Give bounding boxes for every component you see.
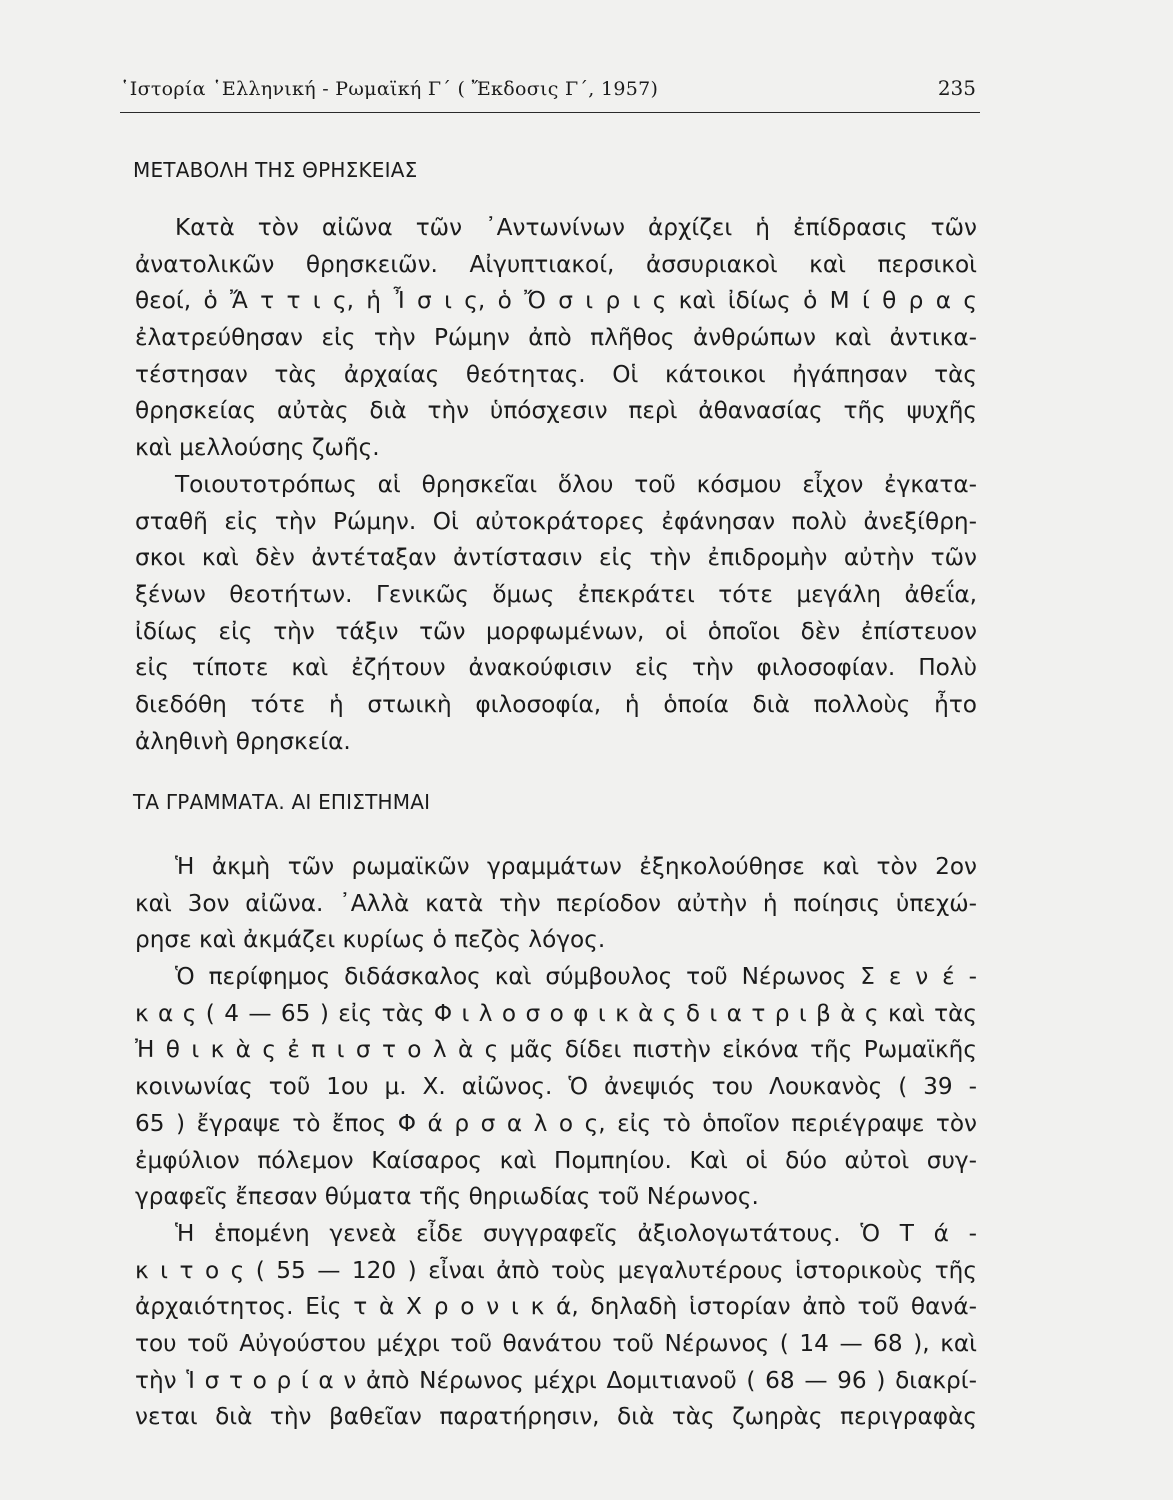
text-line: γραφεῖς ἔπεσαν θύματα τῆς θηριωδίας τοῦ Νέρωνος. bbox=[135, 1183, 759, 1211]
text-line: νεται διὰ τὴν βαθεῖαν παρατήρησιν, διὰ τὰς ζωηρὰς περιγραφὰς bbox=[135, 1403, 977, 1431]
text-line: θεοί, ὁ Ἄ τ τ ι ς, ἡ Ἶ σ ι ς, ὁ Ὄ σ ι ρ ι ς καὶ ἰδίως ὁ Μ ί θ ρ α ς bbox=[135, 287, 977, 315]
text-line: κ α ς ( 4 — 65 ) εἰς τὰς Φ ι λ ο σ ο φ ι κ ὰ ς δ ι α τ ρ ι β ὰ ς καὶ τὰς bbox=[135, 999, 977, 1027]
text-line: ἐλατρεύθησαν εἰς τὴν Ρώμην ἀπὸ πλῆθος ἀνθρώπων καὶ ἀντικα- bbox=[135, 324, 977, 352]
text-line: καὶ μελλούσης ζωῆς. bbox=[135, 434, 380, 462]
text-line: τὴν Ἱ σ τ ο ρ ί α ν ἀπὸ Νέρωνος μέχρι Δομιτιανοῦ ( 68 — 96 ) διακρί- bbox=[135, 1366, 977, 1394]
text-line: Κατὰ τὸν αἰῶνα τῶν ᾿Αντωνίνων ἀρχίζει ἡ ἐπίδρασις τῶν bbox=[175, 214, 977, 241]
text-line: θρησκείας αὐτὰς διὰ τὴν ὑπόσχεσιν περὶ ἀθανασίας τῆς ψυχῆς bbox=[135, 397, 977, 425]
text-line: ξένων θεοτήτων. Γενικῶς ὅμως ἐπεκράτει τότε μεγάλη ἀθεΐα, bbox=[135, 580, 977, 608]
text-line: διεδόθη τότε ἡ στωικὴ φιλοσοφία, ἡ ὁποία διὰ πολλοὺς ἦτο bbox=[135, 690, 977, 718]
text-line: ρησε καὶ ἀκμάζει κυρίως ὁ πεζὸς λόγος. bbox=[135, 926, 606, 954]
letters-text-block bbox=[135, 849, 977, 1436]
text-line: καὶ 3ον αἰῶνα. ᾿Αλλὰ κατὰ τὴν περίοδον αὐτὴν ἡ ποίησις ὑπεχώ- bbox=[135, 889, 977, 917]
text-line: σκοι καὶ δὲν ἀντέταξαν ἀντίστασιν εἰς τὴν ἐπιδρομὴν αὐτὴν τῶν bbox=[135, 544, 977, 572]
text-line: ἀρχαιότητος. Εἰς τ ὰ Χ ρ ο ν ι κ ά, δηλαδὴ ἱστορίαν ἀπὸ τοῦ θανά- bbox=[135, 1293, 977, 1321]
religion-text-block bbox=[135, 210, 977, 760]
text-line: Ἡ ἀκμὴ τῶν ρωμαϊκῶν γραμμάτων ἐξηκολούθησε καὶ τὸν 2ον bbox=[175, 853, 977, 880]
text-line: τέστησαν τὰς ἀρχαίας θεότητας. Οἱ κάτοικοι ἠγάπησαν τὰς bbox=[135, 360, 977, 388]
running-header bbox=[120, 72, 980, 113]
text-line: του τοῦ Αὐγούστου μέχρι τοῦ θανάτου τοῦ Νέρωνος ( 14 — 68 ), καὶ bbox=[135, 1329, 977, 1357]
text-line: εἰς τίποτε καὶ ἐζήτουν ἀνακούφισιν εἰς τὴν φιλοσοφίαν. Πολὺ bbox=[135, 654, 977, 682]
text-line: Τοιουτοτρόπως αἱ θρησκεῖαι ὅλου τοῦ κόσμου εἶχον ἐγκατα- bbox=[175, 470, 977, 498]
page-number: 235 bbox=[937, 76, 976, 100]
section-heading-letters: ΤΑ ΓΡΑΜΜΑΤΑ. ΑΙ ΕΠΙΣΤΗΜΑΙ bbox=[133, 790, 431, 814]
text-line: 65 ) ἔγραψε τὸ ἔπος Φ ά ρ σ α λ ο ς, εἰς τὸ ὁποῖον περιέγραψε τὸν bbox=[135, 1109, 977, 1137]
text-line: ἀνατολικῶν θρησκειῶν. Αἰγυπτιακοί, ἀσσυριακοὶ καὶ περσικοὶ bbox=[135, 250, 977, 278]
text-line: σταθῆ εἰς τὴν Ρώμην. Οἱ αὐτοκράτορες ἐφάνησαν πολὺ ἀνεξίθρη- bbox=[135, 507, 977, 535]
text-line: Ὁ περίφημος διδάσκαλος καὶ σύμβουλος τοῦ Νέρωνος Σ ε ν έ - bbox=[175, 963, 977, 991]
text-line: κ ι τ ο ς ( 55 — 120 ) εἶναι ἀπὸ τοὺς μεγαλυτέρους ἱστορικοὺς τῆς bbox=[135, 1256, 977, 1284]
text-line: ἀληθινὴ θρησκεία. bbox=[135, 727, 351, 755]
text-line: ἰδίως εἰς τὴν τάξιν τῶν μορφωμένων, οἱ ὁποῖοι δὲν ἐπίστευον bbox=[135, 617, 977, 645]
text-line: ἐμφύλιον πόλεμον Καίσαρος καὶ Πομπηίου. Καὶ οἱ δύο αὐτοὶ συγ- bbox=[135, 1146, 977, 1174]
text-line: Ἠ θ ι κ ὰ ς ἐ π ι σ τ ο λ ὰ ς μᾶς δίδει πιστὴν εἰκόνα τῆς Ρωμαϊκῆς bbox=[135, 1036, 977, 1064]
text-line: Ἡ ἑπομένη γενεὰ εἶδε συγγραφεῖς ἀξιολογωτάτους. Ὁ Τ ά - bbox=[175, 1219, 977, 1247]
running-title: ῾Ιστορία ῾Ελληνική - Ρωμαϊκή Γ΄ ( Ἔκδοσις Γ΄, 1957) bbox=[120, 78, 659, 100]
text-line: κοινωνίας τοῦ 1ου μ. Χ. αἰῶνος. Ὁ ἀνεψιός του Λουκανὸς ( 39 - bbox=[135, 1073, 977, 1101]
section-heading-religion: ΜΕΤΑΒΟΛΗ ΤΗΣ ΘΡΗΣΚΕΙΑΣ bbox=[133, 158, 418, 182]
